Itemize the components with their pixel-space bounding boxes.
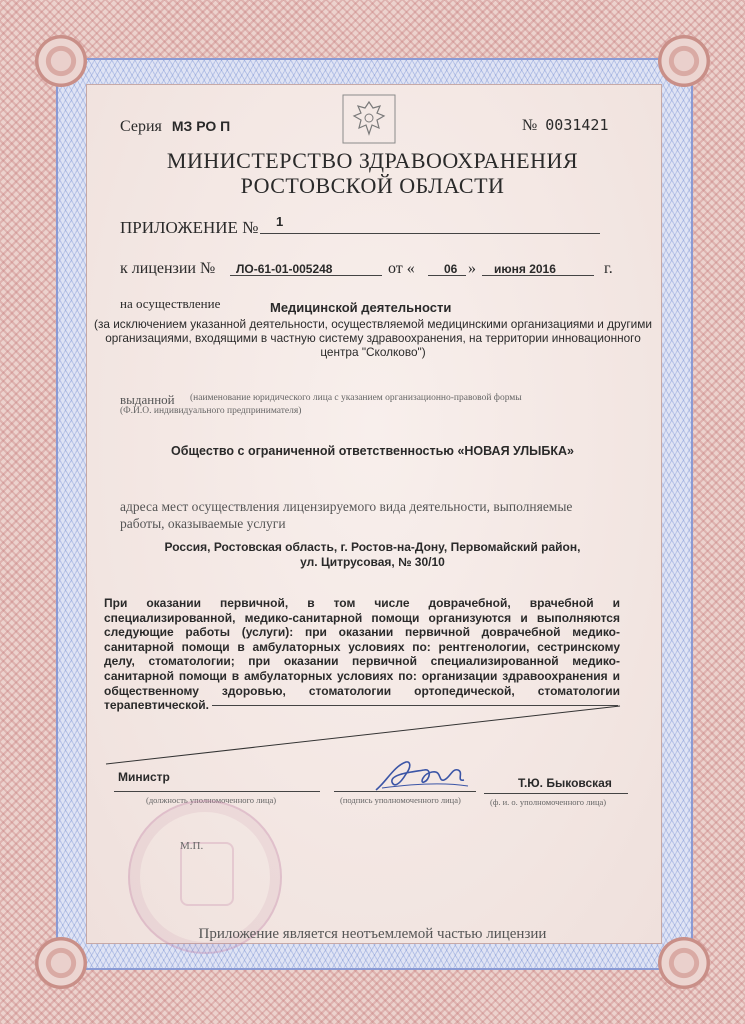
signatory-position: Министр — [118, 770, 170, 784]
signature-hint: (подпись уполномоченного лица) — [340, 795, 461, 805]
ministry-title-line1: МИНИСТЕРСТВО ЗДРАВООХРАНЕНИЯ — [166, 148, 579, 173]
addresses-label: адреса мест осуществления лицензируемого вида деятельности, выполняемые работы, оказываемые услуги — [120, 499, 573, 531]
position-underline — [114, 790, 320, 792]
number-value: 0031421 — [545, 116, 609, 134]
address-line-1: Россия, Ростовская область, г. Ростов-на-Дону, Первомайский район, — [164, 540, 581, 554]
organization-name: Общество с ограниченной ответственностью «НОВАЯ УЛЫБКА» — [171, 444, 574, 458]
license-day-underline — [428, 274, 466, 276]
ministry-title-line2: РОСТОВСКОЙ ОБЛАСТИ — [240, 173, 505, 198]
license-month-year: июня 2016 — [494, 262, 556, 276]
appendix-value: 1 — [276, 214, 284, 229]
license-from-label: от « — [388, 260, 415, 277]
license-day-close: » — [468, 260, 476, 277]
name-hint: (ф. и. о. уполномоченного лица) — [490, 797, 607, 807]
signatory-name: Т.Ю. Быковская — [518, 776, 612, 790]
series-row — [120, 118, 230, 136]
license-prefix: к лицензии № — [120, 260, 216, 277]
stamp-label: М.П. — [180, 840, 204, 852]
handwritten-signature-icon — [372, 752, 472, 802]
series-label: Серия — [120, 118, 162, 135]
activity-note: (за исключением указанной деятельности, осуществляемой медицинскими организациями и другими организациями, входящими в частную систему здравоохранения, на территории инновационного центра "Сколково") — [94, 317, 652, 359]
position-hint: (должность уполномоченного лица) — [146, 795, 277, 805]
activity-title: Медицинской деятельности — [270, 300, 452, 315]
appendix-label: ПРИЛОЖЕНИЕ № — [120, 218, 259, 237]
license-date-underline — [482, 274, 594, 276]
license-number-underline — [230, 274, 382, 276]
issued-hint-2: (Ф.И.О. индивидуального предпринимателя) — [120, 406, 302, 416]
number-label: № — [522, 117, 538, 134]
issued-hint-1: (наименование юридического лица с указанием организационно-правовой формы — [190, 393, 522, 403]
document-number — [522, 116, 608, 135]
services-text: При оказании первичной, в том числе доврачебной, врачебной и специализированной, медико-санитарной помощи организуются и выполняются следующие работы (услуги): при оказании первичной доврачебной медико-санитарной помощи в амбулаторных условиях по: рентгенологии, сестринскому делу, стоматологии; при оказании первичной специализированной медико-санитарной помощи в амбулаторных условиях по: организации здравоохранения и общественному здоровью, стоматологии ортопедической, стоматологии терапевтической. — [104, 596, 620, 713]
address-line-2: ул. Цитрусовая, № 30/10 — [300, 555, 445, 569]
name-underline — [484, 792, 628, 794]
issued-label: выданной — [120, 392, 175, 407]
activity-label: на осуществление — [120, 296, 221, 311]
footer-text: Приложение является неотъемлемой частью лицензии — [198, 926, 547, 942]
coat-of-arms-icon — [342, 94, 396, 144]
services-strikethrough-line — [104, 704, 624, 766]
license-year-suffix: г. — [604, 260, 613, 277]
license-day: 06 — [444, 262, 458, 276]
series-value: МЗ РО П — [171, 118, 231, 134]
license-number: ЛО-61-01-005248 — [236, 262, 333, 276]
appendix-underline — [260, 232, 600, 234]
